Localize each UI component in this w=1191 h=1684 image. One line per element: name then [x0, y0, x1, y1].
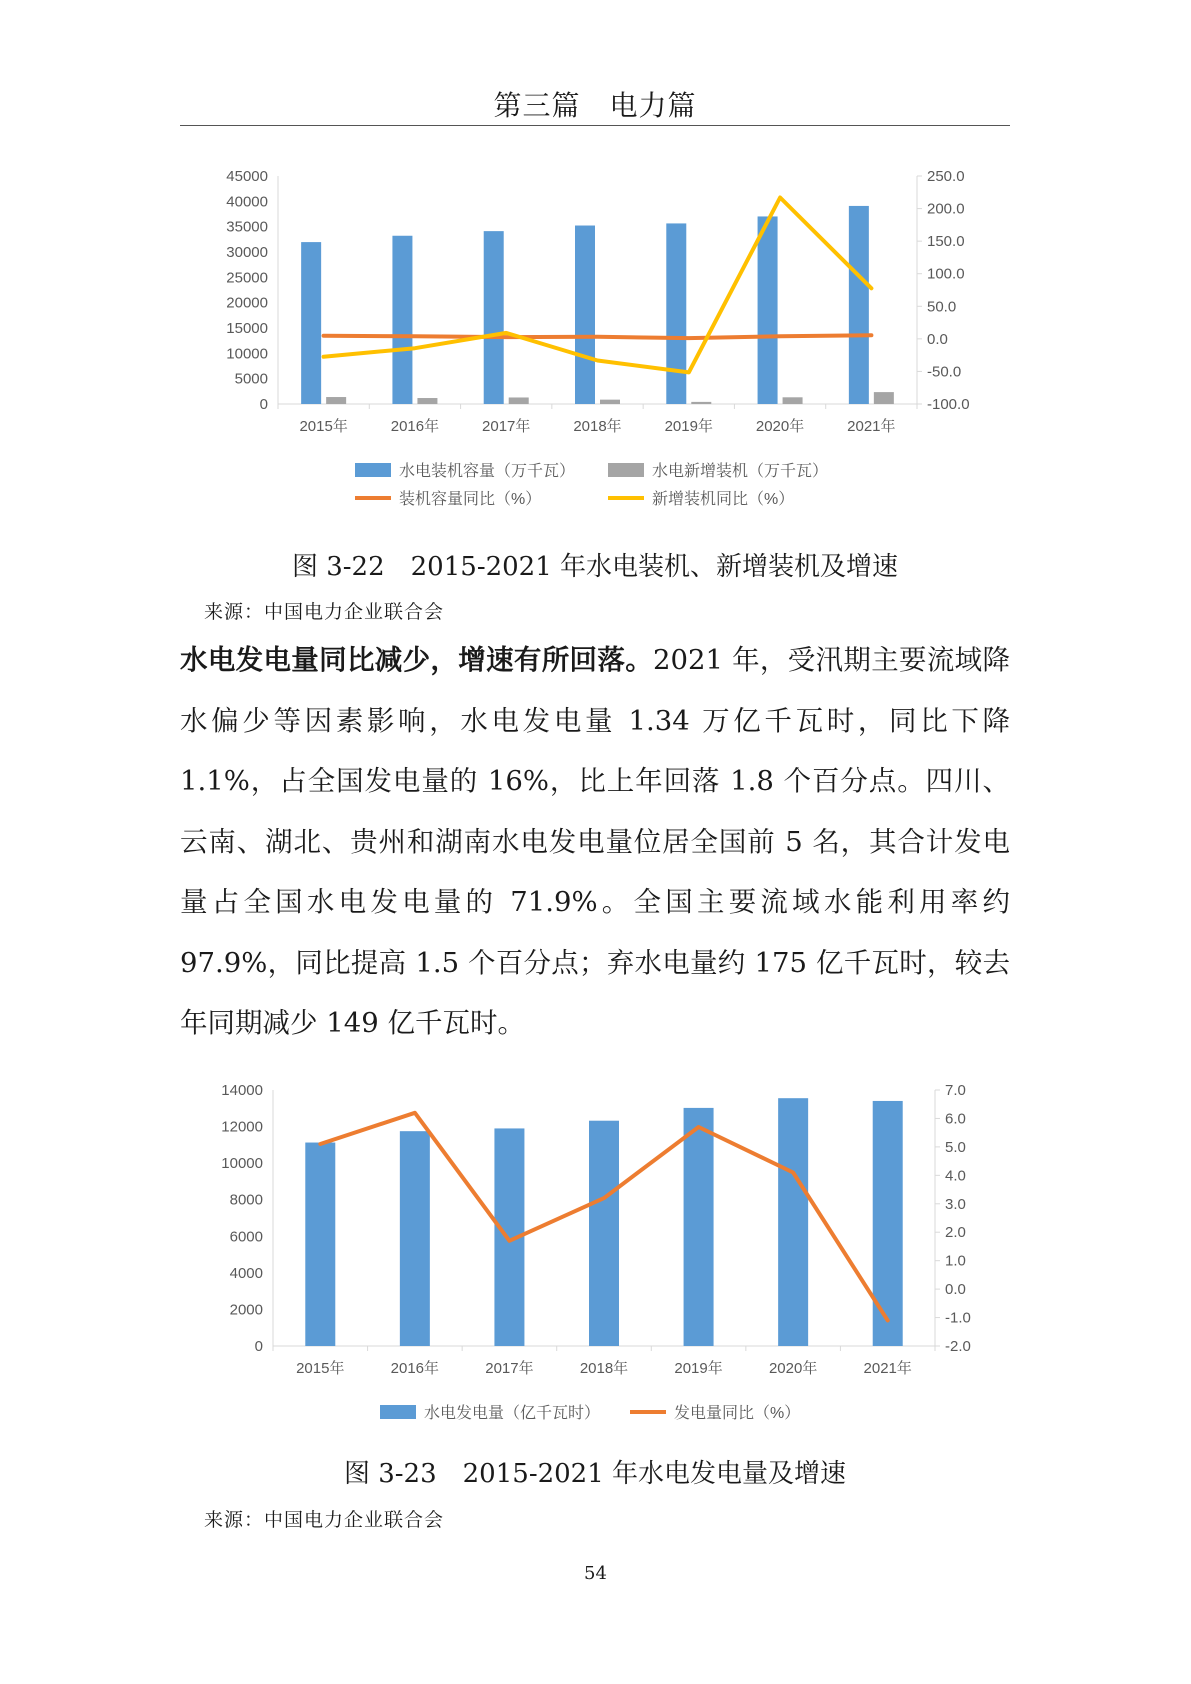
bar-2-0 [873, 1101, 903, 1346]
right-tick-label: -1.0 [945, 1309, 971, 1327]
page-header-title: 第三篇 电力篇 [493, 89, 697, 122]
left-tick-label: 40000 [226, 193, 268, 211]
left-tick-label: 8000 [229, 1191, 263, 1209]
bar-1-0 [575, 226, 595, 404]
right-tick-label: 0.0 [945, 1281, 966, 1299]
legend-label: 水电装机容量（万千瓦） [399, 463, 576, 480]
chart-hydro-capacity [0, 160, 1191, 520]
x-tick-label: 2015年 [299, 418, 348, 435]
right-tick-label: 0.0 [927, 330, 948, 348]
right-tick-label: 200.0 [927, 200, 965, 218]
right-tick-label: 50.0 [927, 298, 957, 316]
legend-label: 发电量同比（%） [674, 1405, 801, 1422]
figure1-caption: 图 3-22 2015-2021 年水电装机、新增装机及增速 [291, 552, 899, 582]
right-tick-label: 100.0 [927, 265, 965, 283]
bar-1-1 [600, 400, 620, 404]
bar-1-1 [691, 402, 711, 404]
left-tick-label: 35000 [226, 218, 268, 236]
paragraph-text: 2021 年，受汛期主要流域降水偏少等因素影响，水电发电量 1.34 万亿千瓦时，同比下降 1.1%，占全国发电量的 16%，比上年回落 1.8 个百分点。四川、云南、湖北、贵州和湖南水电发电量位居全国前 5 名，其合计发电量占全国水电发电量的 71.9%。全国主要流域水能利用率约 97.9%，同比提高 1.5 个百分点；弃水电量约 175 亿千瓦时，较去年同期减少 149 亿千瓦时。 [180, 644, 1011, 1039]
paragraph-lead: 水电发电量同比减少，增速有所回落。 [180, 644, 654, 676]
bar-1-0 [666, 223, 686, 404]
right-tick-label: 1.0 [945, 1252, 966, 1270]
legend-label: 水电发电量（亿千瓦时） [424, 1405, 601, 1422]
right-tick-label: 5.0 [945, 1138, 966, 1156]
bar-2-0 [778, 1098, 808, 1346]
bar-1-0 [484, 231, 504, 404]
bar-1-1 [417, 398, 437, 404]
right-tick-label: 150.0 [927, 233, 965, 251]
series-line-0 [324, 335, 872, 338]
x-tick-label: 2021年 [863, 1360, 912, 1377]
right-tick-label: -2.0 [945, 1338, 971, 1355]
x-tick-label: 2017年 [485, 1360, 534, 1377]
left-tick-label: 10000 [221, 1155, 263, 1173]
left-tick-label: 4000 [229, 1264, 263, 1282]
chart-hydro-generation [0, 1068, 1191, 1422]
legend-swatch [380, 1405, 416, 1419]
bar-1-0 [392, 236, 412, 404]
left-tick-label: 0 [254, 1338, 263, 1355]
body-paragraph [180, 630, 1010, 1054]
left-tick-label: 6000 [229, 1228, 263, 1246]
right-tick-label: 2.0 [945, 1224, 966, 1242]
x-tick-label: 2015年 [296, 1360, 345, 1377]
x-tick-label: 2020年 [768, 1360, 818, 1377]
page-number: 54 [584, 1563, 607, 1584]
legend-label: 装机容量同比（%） [399, 491, 542, 508]
left-tick-label: 14000 [221, 1082, 263, 1099]
legend-swatch [608, 463, 644, 477]
right-tick-label: 4.0 [945, 1167, 966, 1185]
bar-1-1 [509, 397, 529, 404]
right-tick-label: 6.0 [945, 1110, 966, 1128]
left-tick-label: 5000 [234, 370, 268, 388]
bar-1-1 [326, 397, 346, 404]
x-tick-label: 2019年 [674, 1360, 723, 1377]
bar-2-0 [589, 1121, 619, 1346]
right-tick-label: 7.0 [945, 1082, 966, 1099]
x-tick-label: 2020年 [755, 418, 805, 435]
left-tick-label: 25000 [226, 269, 268, 287]
figure2-source: 来源：中国电力企业联合会 [204, 1509, 445, 1531]
bar-2-0 [400, 1131, 430, 1346]
left-tick-label: 2000 [229, 1301, 263, 1319]
left-tick-label: 45000 [226, 168, 268, 185]
left-tick-label: 0 [259, 396, 268, 413]
bar-2-0 [684, 1108, 714, 1346]
bar-1-1 [783, 397, 803, 404]
bar-2-0 [305, 1143, 335, 1346]
left-tick-label: 15000 [226, 320, 268, 337]
bar-1-1 [874, 392, 894, 404]
header-divider [180, 125, 1010, 126]
bar-1-0 [758, 216, 778, 404]
x-tick-label: 2017年 [482, 418, 531, 435]
right-tick-label: -100.0 [927, 396, 970, 413]
legend-swatch [355, 463, 391, 477]
right-tick-label: -50.0 [927, 363, 962, 381]
right-tick-label: 250.0 [927, 168, 965, 185]
x-tick-label: 2016年 [390, 1360, 440, 1377]
x-tick-label: 2016年 [390, 418, 440, 435]
legend-label: 水电新增装机（万千瓦） [652, 463, 829, 480]
bar-1-0 [849, 206, 869, 404]
x-tick-label: 2019年 [664, 418, 713, 435]
figure2-caption: 图 3-23 2015-2021 年水电发电量及增速 [343, 1459, 847, 1489]
left-tick-label: 30000 [226, 244, 268, 261]
figure1-source: 来源：中国电力企业联合会 [204, 601, 445, 623]
right-tick-label: 3.0 [945, 1195, 966, 1213]
x-tick-label: 2018年 [579, 1360, 629, 1377]
bar-1-0 [301, 242, 321, 404]
x-tick-label: 2021年 [847, 418, 896, 435]
left-tick-label: 20000 [226, 294, 268, 312]
left-tick-label: 10000 [226, 345, 268, 363]
legend-label: 新增装机同比（%） [652, 491, 795, 508]
x-tick-label: 2018年 [573, 418, 622, 435]
left-tick-label: 12000 [221, 1118, 263, 1136]
